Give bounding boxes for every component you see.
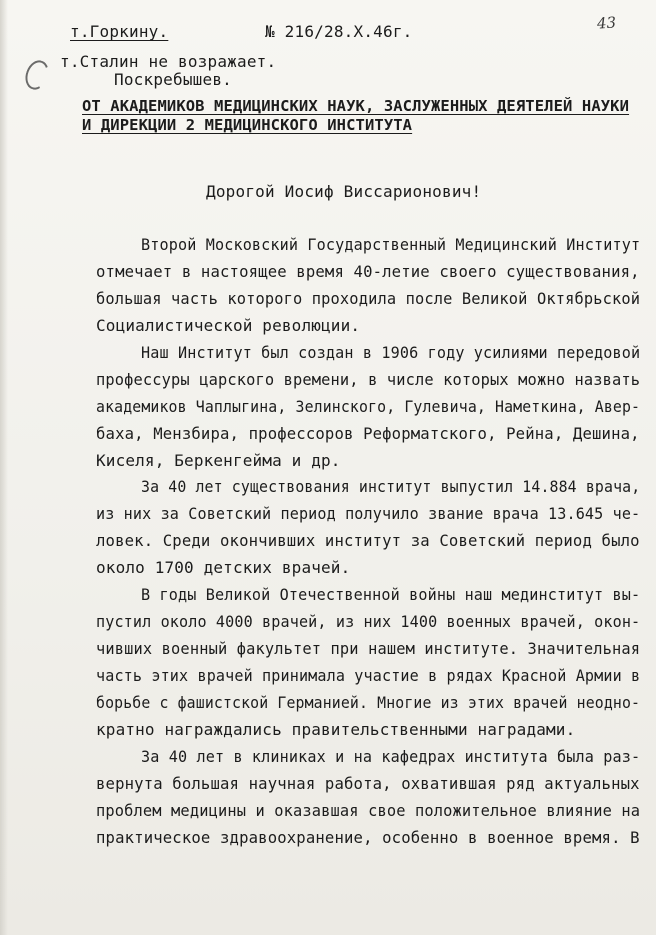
body-line: около 1700 детских врачей. <box>96 558 351 577</box>
addressee-note: т.Горкину. <box>70 22 169 41</box>
document-title-line1: ОТ АКАДЕМИКОВ МЕДИЦИНСКИХ НАУК, ЗАСЛУЖЕННЫХ ДЕЯТЕЛЕЙ НАУКИ <box>82 97 630 115</box>
body-line: академиков Чаплыгина, Зелинского, Гулевича, Наметкина, Авер- <box>96 397 641 416</box>
body-line: баха, Мензбира, профессоров Реформатского, Рейна, Дешина, <box>96 424 640 443</box>
body-line: из них за Советский период получило звание врача 13.645 че- <box>96 504 641 523</box>
body-line: борьбе с фашистской Германией. Многие из этих врачей неодно- <box>96 693 641 712</box>
body-line: кратно награждались правительственными наградами. <box>96 720 576 739</box>
body-line: профессуры царского времени, в числе которых можно назвать <box>96 370 641 389</box>
salutation: Дорогой Иосиф Виссарионович! <box>206 182 482 201</box>
resolution-note-line2: Поскребышев. <box>114 70 232 89</box>
reference-number: № 216/28.Х.46г. <box>265 22 413 41</box>
body-line: Киселя, Беркенгейма и др. <box>96 451 341 470</box>
body-line: практическое здравоохранение, особенно в военное время. В <box>96 828 640 847</box>
body-line: За 40 лет существования институт выпустил 14.884 врача, <box>141 477 641 496</box>
body-line: Второй Московский Государственный Медицинский Институт <box>141 235 641 254</box>
body-line: пустил около 4000 врачей, из них 1400 военных врачей, окон- <box>96 612 641 631</box>
body-line: чивших военный факультет при нашем институте. Значительная <box>96 639 641 658</box>
page-number: 43 <box>596 13 617 33</box>
handwritten-mark-icon <box>22 57 53 93</box>
body-line: Социалистической революции. <box>96 316 361 335</box>
document-title-line2: И ДИРЕКЦИИ 2 МЕДИЦИНСКОГО ИНСТИТУТА <box>82 116 413 134</box>
body-line: часть этих врачей принимала участие в рядах Красной Армии в <box>96 666 641 685</box>
body-line: Наш Институт был создан в 1906 году усилиями передовой <box>141 343 641 362</box>
resolution-note-line1: т.Сталин не возражает. <box>60 52 277 71</box>
body-line: В годы Великой Отечественной войны наш мединститут вы- <box>141 585 641 604</box>
body-line: За 40 лет в клиниках и на кафедрах института была раз- <box>141 747 641 766</box>
body-line: отмечает в настоящее время 40-летие своего существования, <box>96 262 640 281</box>
body-line: ловек. Среди окончивших институт за Советский период было <box>96 531 640 550</box>
body-line: вернута большая научная работа, охватившая ряд актуальных <box>96 774 640 793</box>
body-line: большая часть которого проходила после Великой Октябрьской <box>96 289 641 308</box>
body-line: проблем медицины и оказавшая свое положительное влияние на <box>96 801 641 820</box>
